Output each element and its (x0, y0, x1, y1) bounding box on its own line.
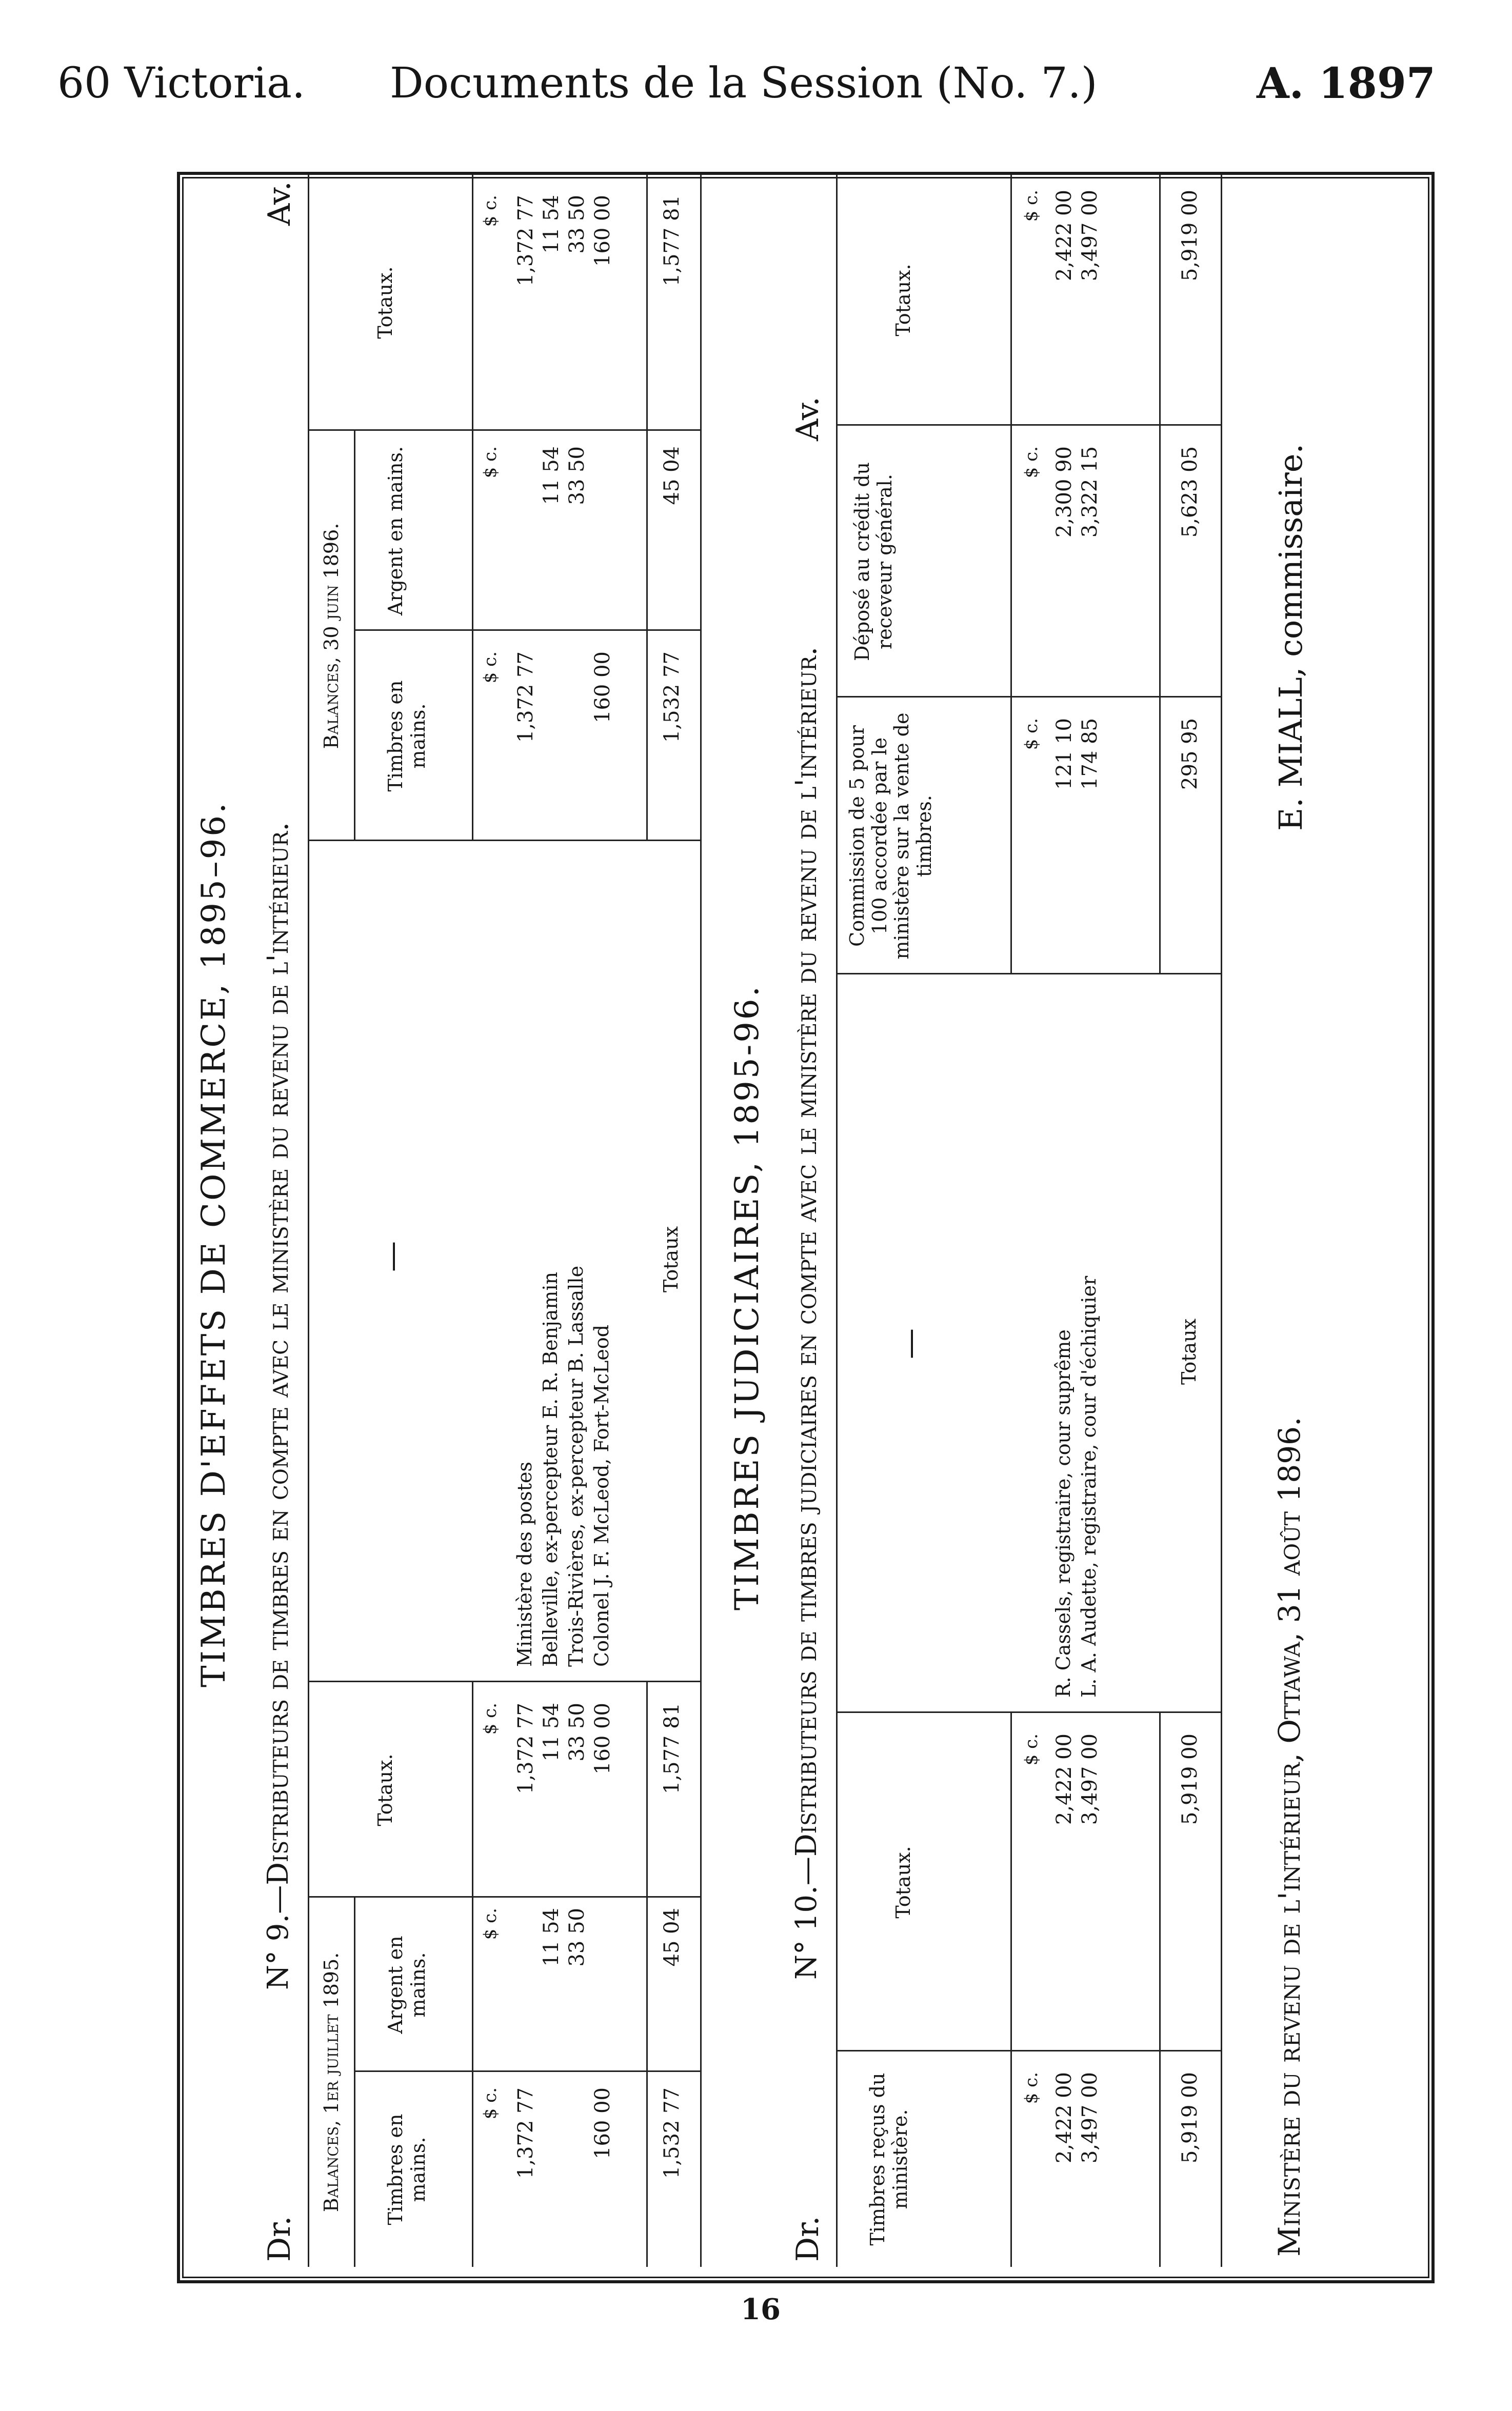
col-depose: Déposé au crédit du receveur général. (851, 462, 896, 661)
rule (1010, 1713, 1012, 2267)
cell: 5,919 00 (1178, 190, 1202, 282)
col-totaux-4: Totaux. (892, 264, 914, 336)
cell: 11 54 (540, 1908, 563, 1967)
row-label: L. A. Audette, registraire, cour d'échiquier (1078, 1276, 1100, 1698)
rule (308, 174, 309, 2267)
cell: 11 54 (540, 446, 563, 505)
bal-start-header: Balances, 1er juillet 1895. (320, 1952, 343, 2213)
rule (646, 174, 648, 841)
cell: 1,372 77 (514, 2087, 538, 2179)
unit: $ c. (480, 651, 501, 684)
cell: 11 54 (540, 1703, 563, 1762)
unit: $ c. (480, 446, 501, 479)
rule (1159, 174, 1161, 974)
cell: 174 85 (1078, 718, 1102, 790)
section2-subtitle (790, 647, 823, 1980)
section2-title: TIMBRES JUDICIAIRES, 1895-96. (728, 984, 766, 1610)
cell: 160 00 (591, 195, 614, 267)
col-recus: Timbres reçus du ministère. (866, 2073, 911, 2246)
cell: 3,497 00 (1078, 2072, 1102, 2164)
rule (646, 1682, 648, 2267)
running-header-left: 60 Victoria. (57, 59, 306, 108)
rule (354, 1898, 355, 2267)
col-totaux-3: Totaux. (892, 1846, 914, 1919)
cell: 45 04 (660, 446, 684, 505)
cell: 3,497 00 (1078, 1733, 1102, 1825)
col-totaux-2: Totaux. (374, 266, 396, 339)
cell: 2,422 00 (1052, 190, 1076, 282)
cell: 2,300 90 (1052, 446, 1076, 538)
rule (1221, 174, 1222, 2267)
col-commission: Commission de 5 pour 100 accordée par le ministère sur la vente de timbres. (846, 712, 936, 960)
unit: $ c. (1021, 190, 1042, 222)
cell: 1,372 77 (514, 1703, 538, 1795)
row-label: Belleville, ex-percepteur E. R. Benjamin (539, 1271, 562, 1667)
section2-subtitle-no: N° 10.— (790, 1857, 823, 1980)
cell: 121 10 (1052, 718, 1076, 790)
cell: 33 50 (565, 1908, 589, 1967)
unit: $ c. (480, 1703, 501, 1735)
rule (308, 429, 700, 431)
bal-end-header: Balances, 30 juin 1896. (320, 523, 343, 749)
unit: $ c. (1021, 2072, 1042, 2104)
cell: 2,422 00 (1052, 2072, 1076, 2164)
rule (836, 174, 838, 2267)
cell: 1,577 81 (660, 1703, 684, 1795)
unit: $ c. (1021, 1733, 1042, 1766)
cell: 5,623 05 (1178, 446, 1202, 538)
rule (1010, 174, 1012, 974)
cell: 33 50 (565, 195, 589, 254)
cell: 160 00 (591, 651, 614, 723)
footer-ministry: Ministère du revenu de l'intérieur, Ottawa, 31 août 1896. (1272, 1417, 1307, 2257)
rule (354, 2070, 700, 2072)
cell: 33 50 (565, 1703, 589, 1762)
rule (836, 424, 1221, 426)
cell: 295 95 (1178, 718, 1202, 790)
cell: 2,422 00 (1052, 1733, 1076, 1825)
cell: 1,577 81 (660, 195, 684, 287)
rule (836, 2050, 1221, 2051)
section1-subtitle-text: Distributeurs de timbres en compte avec le ministère du revenu de l'intérieur. (262, 822, 295, 1885)
section1-av: Av. (262, 181, 297, 226)
col-timbres-1: Timbres en mains. (384, 2114, 429, 2225)
row-label: Ministère des postes (513, 1461, 536, 1667)
cell: 1,372 77 (514, 195, 538, 287)
rule (836, 696, 1221, 698)
rule (1159, 1713, 1161, 2267)
cell: 160 00 (591, 1703, 614, 1775)
unit: $ c. (1021, 446, 1042, 479)
rule (354, 431, 355, 841)
rule (354, 629, 700, 631)
rule (308, 1896, 700, 1898)
cell: 5,919 00 (1178, 1733, 1202, 1825)
cell: 3,322 15 (1078, 446, 1102, 538)
section2-subtitle-text: Distributeurs de timbres judiciaires en compte avec le ministère du revenu de l'intérieur. (790, 646, 823, 1857)
cell: 33 50 (565, 446, 589, 505)
col-dash-1: — (374, 1241, 410, 1272)
row-label: R. Cassels, registraire, cour suprême (1052, 1329, 1075, 1698)
col-argent-1: Argent en mains. (384, 1936, 429, 2034)
page-number: 16 (741, 2293, 781, 2326)
footer-signature: E. MIALL, commissaire. (1272, 443, 1309, 831)
section2-av: Av. (790, 396, 826, 441)
section1-subtitle-no: N° 9.— (262, 1885, 295, 1990)
section1-dr: Dr. (262, 2216, 297, 2262)
unit: $ c. (480, 2087, 501, 2120)
totals-label: Totaux (660, 1226, 682, 1292)
cell: 1,532 77 (660, 651, 684, 743)
rule (700, 174, 702, 2267)
rule (836, 1711, 1221, 1713)
unit: $ c. (1021, 718, 1042, 750)
running-header-title: Documents de la Session (No. 7.) (390, 59, 1098, 108)
cell: 1,372 77 (514, 651, 538, 743)
rule (836, 973, 1221, 974)
rule (308, 1681, 700, 1682)
cell: 45 04 (660, 1908, 684, 1967)
unit: $ c. (480, 195, 501, 227)
rotated-content (185, 174, 1426, 2267)
rule (472, 1682, 473, 2267)
cell: 11 54 (540, 195, 563, 254)
totals-label: Totaux (1178, 1318, 1200, 1385)
row-label: Colonel J. F. McLeod, Fort-McLeod (590, 1324, 613, 1667)
section1-title: TIMBRES D'EFFETS DE COMMERCE, 1895–96. (195, 801, 233, 1687)
col-dash-2: — (892, 1328, 928, 1359)
rule (472, 174, 473, 841)
section1-subtitle (262, 822, 295, 1990)
cell: 3,497 00 (1078, 190, 1102, 282)
col-totaux-1: Totaux. (374, 1754, 396, 1826)
section2-dr: Dr. (790, 2216, 826, 2262)
rule (308, 840, 700, 841)
running-header-year: A. 1897 (1257, 59, 1436, 108)
cell: 5,919 00 (1178, 2072, 1202, 2164)
cell: 160 00 (591, 2087, 614, 2159)
col-argent-2: Argent en mains. (384, 446, 407, 616)
unit: $ c. (480, 1908, 501, 1940)
col-timbres-2: Timbres en mains. (384, 680, 429, 792)
row-label: Trois-Rivières, ex-percepteur B. Lassalle (565, 1265, 587, 1667)
cell: 1,532 77 (660, 2087, 684, 2179)
